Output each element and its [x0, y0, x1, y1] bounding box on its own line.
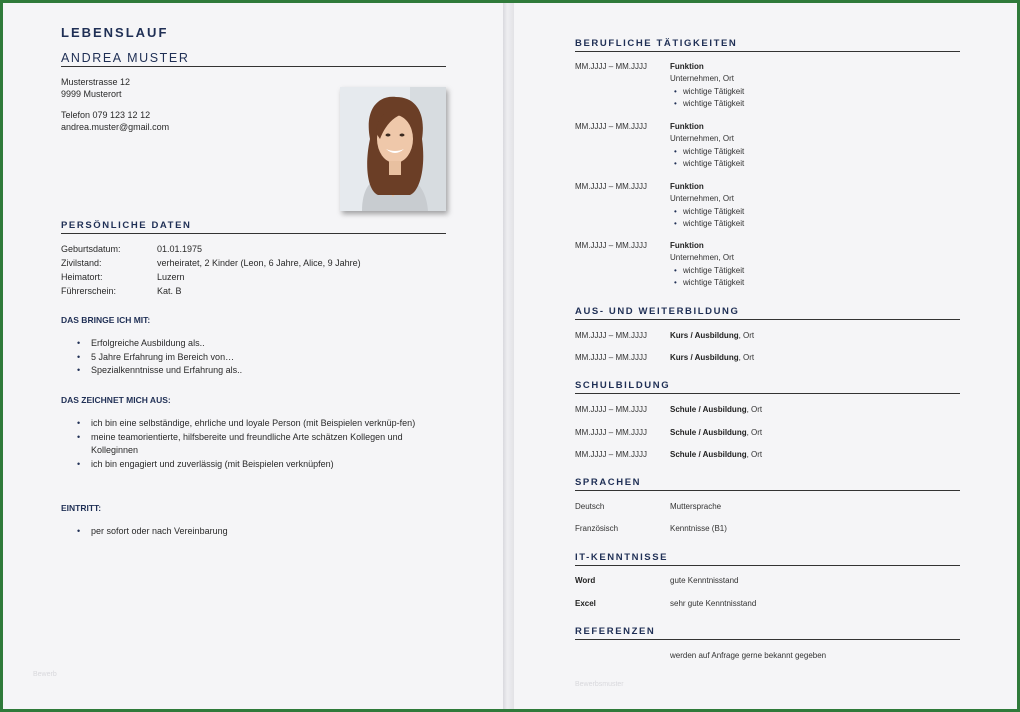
job-title: Funktion — [670, 62, 704, 71]
list-item: • wichtige Tätigkeit — [670, 86, 744, 98]
personal-value: Luzern — [157, 272, 185, 282]
training-divider — [575, 319, 960, 320]
list-item: • ich bin eine selbständige, ehrliche und loyale Person (mit Beispielen verknüp-fen) — [61, 417, 446, 431]
watermark: Bewerbsmuster — [575, 681, 624, 688]
personal-label: Führerschein: — [61, 286, 117, 296]
languages-heading: SPRACHEN — [575, 477, 642, 488]
personal-value: Kat. B — [157, 286, 182, 296]
job-company: Unternehmen, Ort — [670, 253, 735, 263]
training-title: Kurs / Ausbildung — [670, 331, 739, 340]
job-company: Unternehmen, Ort — [670, 194, 735, 204]
school-date: MM.JJJJ – MM.JJJJ — [575, 405, 647, 414]
school-title: Schule / Ausbildung — [670, 450, 747, 459]
school-entry — [670, 404, 762, 416]
list-item: • per sofort oder nach Vereinbarung — [61, 525, 441, 539]
job-entry — [670, 61, 744, 110]
job-title: Funktion — [670, 182, 704, 191]
personal-row — [61, 271, 451, 285]
school-title: Schule / Ausbildung — [670, 428, 747, 437]
address-city: 9999 Musterort — [61, 89, 122, 99]
it-skill-name: Word — [575, 576, 596, 585]
school-entry — [670, 449, 762, 461]
personal-label: Geburtsdatum: — [61, 244, 121, 254]
job-entry — [670, 181, 744, 230]
references-divider — [575, 639, 960, 640]
training-date: MM.JJJJ – MM.JJJJ — [575, 331, 647, 340]
list-item: • wichtige Tätigkeit — [670, 206, 744, 218]
name-divider — [61, 66, 446, 67]
list-item: • wichtige Tätigkeit — [670, 265, 744, 277]
list-item: • wichtige Tätigkeit — [670, 98, 744, 110]
school-divider — [575, 393, 960, 394]
list-item: • Erfolgreiche Ausbildung als.. — [61, 337, 441, 351]
cv-title: LEBENSLAUF — [61, 25, 169, 40]
references-heading: REFERENZEN — [575, 626, 656, 637]
traits-list — [61, 417, 446, 471]
it-skill-level: sehr gute Kenntnisstand — [670, 599, 757, 608]
job-tasks — [670, 265, 744, 290]
school-heading: SCHULBILDUNG — [575, 380, 671, 391]
email-text: andrea.muster@gmail.com — [61, 122, 170, 132]
jobs-divider — [575, 51, 960, 52]
school-date: MM.JJJJ – MM.JJJJ — [575, 450, 647, 459]
training-entry — [670, 330, 754, 342]
training-date: MM.JJJJ – MM.JJJJ — [575, 353, 647, 362]
personal-value: verheiratet, 2 Kinder (Leon, 6 Jahre, Alice, 9 Jahre) — [157, 258, 361, 268]
personal-row — [61, 285, 451, 299]
job-tasks — [670, 206, 744, 231]
job-date: MM.JJJJ – MM.JJJJ — [575, 62, 647, 71]
list-item: • ich bin engagiert und zuverlässig (mit Beispielen verknüpfen) — [61, 458, 446, 472]
list-item: • wichtige Tätigkeit — [670, 218, 744, 230]
personal-label: Zivilstand: — [61, 258, 102, 268]
job-date: MM.JJJJ – MM.JJJJ — [575, 241, 647, 250]
list-item: • wichtige Tätigkeit — [670, 146, 744, 158]
cv-page-right — [514, 3, 1017, 709]
watermark: Bewerb — [33, 671, 57, 678]
personal-data-divider — [61, 233, 446, 234]
job-title: Funktion — [670, 241, 704, 250]
applicant-name: ANDREA MUSTER — [61, 51, 190, 65]
it-skills-divider — [575, 565, 960, 566]
language-level: Kenntnisse (B1) — [670, 524, 727, 533]
training-entry — [670, 352, 754, 364]
job-title: Funktion — [670, 122, 704, 131]
training-heading: AUS- UND WEITERBILDUNG — [575, 306, 740, 317]
entry-heading: EINTRITT: — [61, 503, 102, 513]
school-entry — [670, 427, 762, 439]
school-date: MM.JJJJ – MM.JJJJ — [575, 428, 647, 437]
job-tasks — [670, 86, 744, 111]
school-title: Schule / Ausbildung — [670, 405, 747, 414]
it-skill-name: Excel — [575, 599, 596, 608]
job-entry — [670, 121, 744, 170]
references-text: werden auf Anfrage gerne bekannt gegeben — [670, 651, 827, 660]
list-item: • 5 Jahre Erfahrung im Bereich von… — [61, 351, 441, 365]
training-place: , Ort — [738, 331, 755, 340]
entry-list — [61, 525, 441, 539]
page-gutter — [503, 3, 514, 709]
school-place: , Ort — [746, 405, 763, 414]
job-date: MM.JJJJ – MM.JJJJ — [575, 122, 647, 131]
contact-block — [61, 109, 169, 133]
it-skill-level: gute Kenntnisstand — [670, 576, 739, 585]
list-item: • meine teamorientierte, hilfsbereite und freundliche Arte schätzen Kollegen und Kolleginnen — [61, 431, 446, 458]
list-item: • Spezialkenntnisse und Erfahrung als.. — [61, 364, 441, 378]
personal-row — [61, 243, 451, 257]
language-name: Deutsch — [575, 502, 605, 511]
personal-data-heading: PERSÖNLICHE DATEN — [61, 220, 192, 231]
applicant-photo — [340, 87, 446, 211]
job-company: Unternehmen, Ort — [670, 74, 735, 84]
training-title: Kurs / Ausbildung — [670, 353, 739, 362]
job-date: MM.JJJJ – MM.JJJJ — [575, 182, 647, 191]
training-place: , Ort — [738, 353, 755, 362]
jobs-heading: BERUFLICHE TÄTIGKEITEN — [575, 38, 738, 49]
school-place: , Ort — [746, 450, 763, 459]
personal-label: Heimatort: — [61, 272, 103, 282]
personal-value: 01.01.1975 — [157, 244, 203, 254]
language-level: Muttersprache — [670, 502, 722, 511]
list-item: • wichtige Tätigkeit — [670, 277, 744, 289]
strengths-list — [61, 337, 441, 378]
address-block — [61, 76, 130, 100]
language-name: Französisch — [575, 524, 619, 533]
traits-heading: DAS ZEICHNET MICH AUS: — [61, 395, 171, 405]
job-company: Unternehmen, Ort — [670, 134, 735, 144]
job-tasks — [670, 146, 744, 171]
phone-text: Telefon 079 123 12 12 — [61, 110, 151, 120]
personal-data-table — [61, 243, 451, 299]
cv-page-left — [3, 3, 503, 709]
list-item: • wichtige Tätigkeit — [670, 158, 744, 170]
address-street: Musterstrasse 12 — [61, 77, 131, 87]
job-entry — [670, 240, 744, 289]
it-skills-heading: IT-KENNTNISSE — [575, 552, 669, 563]
school-place: , Ort — [746, 428, 763, 437]
personal-row — [61, 257, 451, 271]
languages-divider — [575, 490, 960, 491]
strengths-heading: DAS BRINGE ICH MIT: — [61, 315, 151, 325]
